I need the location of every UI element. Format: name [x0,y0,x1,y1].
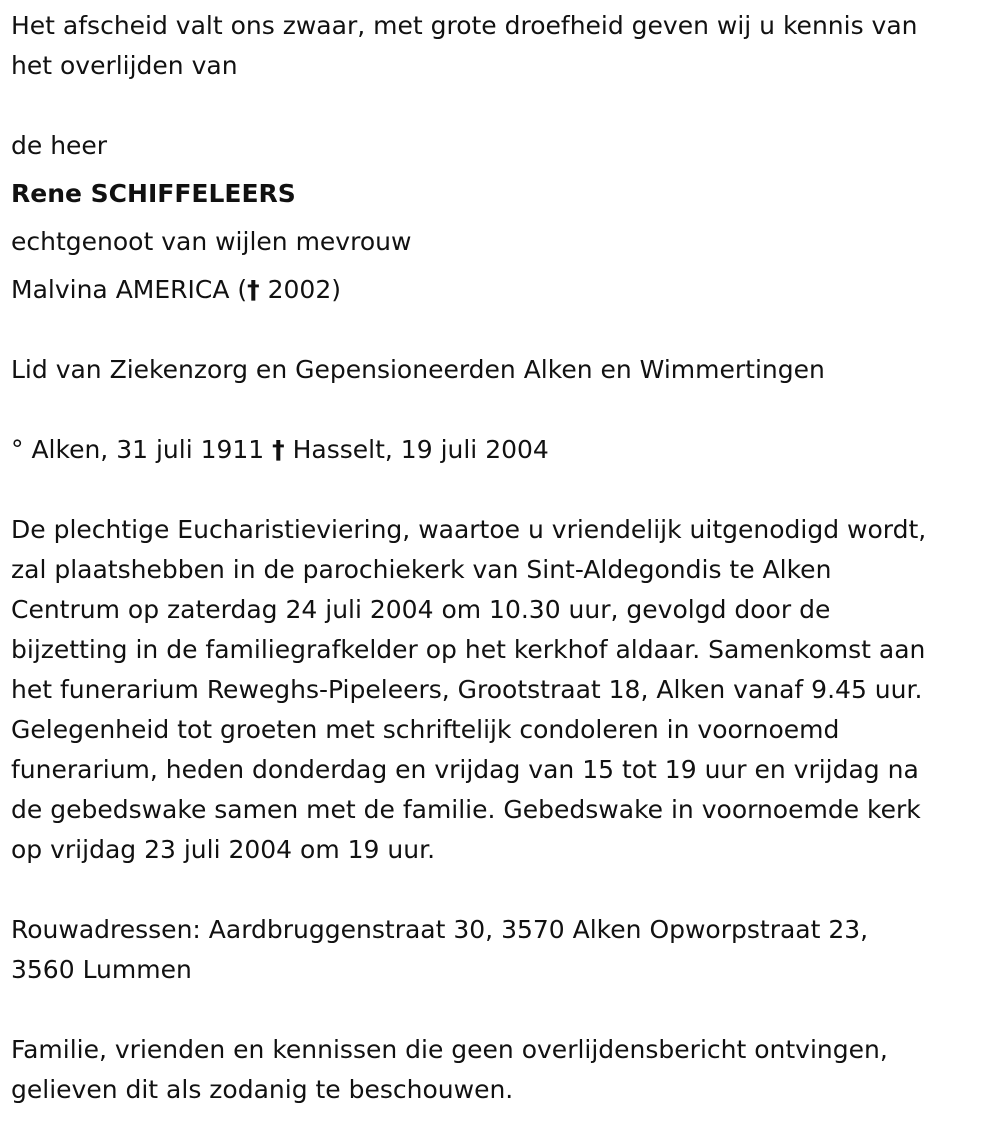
service-line: funerarium, heden donderdag en vrijdag van 15 tot 19 uur en vrijdag na [11,755,919,784]
closing-line: gelieven dit als zodanig te beschouwen. [11,1075,514,1104]
cross-icon: † [247,275,260,304]
death-date: Hasselt, 19 juli 2004 [284,435,549,464]
service-line: de gebedswake samen met de familie. Gebedswake in voornoemde kerk [11,795,921,824]
spouse-death-year: 2002) [259,275,341,304]
service-line: Gelegenheid tot groeten met schriftelijk condoleren in voornoemd [11,715,840,744]
deceased-relation: echtgenoot van wijlen mevrouw [11,227,412,256]
service-line: bijzetting in de familiegrafkelder op het kerkhof aldaar. Samenkomst aan [11,635,926,664]
spouse-name: Malvina AMERICA ( [11,275,248,304]
birth-symbol: ° [11,435,24,464]
service-line: het funerarium Reweghs-Pipeleers, Grootstraat 18, Alken vanaf 9.45 uur. [11,675,923,704]
service-line: op vrijdag 23 juli 2004 om 19 uur. [11,835,436,864]
deceased-name: Rene SCHIFFELEERS [11,179,296,208]
intro-line-1: Het afscheid valt ons zwaar, met grote droefheid geven wij u kennis van [11,11,918,40]
service-line: Centrum op zaterdag 24 juli 2004 om 10.30 uur, gevolgd door de [11,595,831,624]
birth-date: Alken, 31 juli 1911 [23,435,273,464]
address-line: 3560 Lummen [11,955,192,984]
closing-line: Familie, vrienden en kennissen die geen overlijdensbericht ontvingen, [11,1035,888,1064]
spouse-line [11,275,341,305]
service-line: zal plaatshebben in de parochiekerk van Sint-Aldegondis te Alken [11,555,832,584]
address-line: Rouwadressen: Aardbruggenstraat 30, 3570 Alken Opworpstraat 23, [11,915,869,944]
membership: Lid van Ziekenzorg en Gepensioneerden Alken en Wimmertingen [11,355,825,384]
life-dates [11,435,549,465]
cross-icon: † [272,435,285,464]
service-line: De plechtige Eucharistieviering, waartoe u vriendelijk uitgenodigd wordt, [11,515,927,544]
intro-line-2: het overlijden van [11,51,238,80]
deceased-title: de heer [11,131,108,160]
